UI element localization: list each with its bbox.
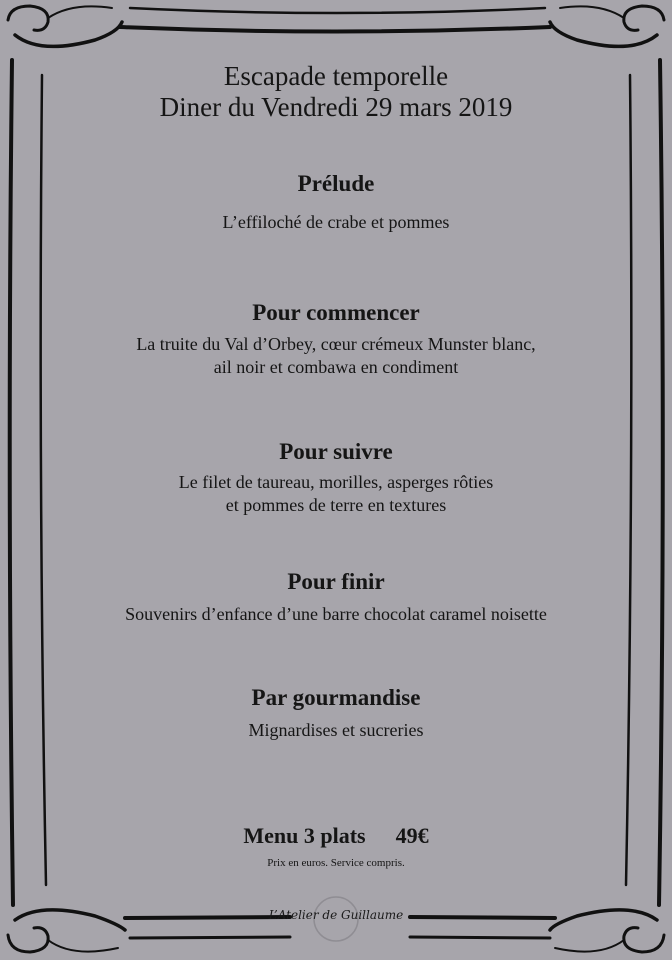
course-dish-main-line1: Le filet de taureau, morilles, asperges rôties — [178, 472, 494, 492]
menu-price-line — [0, 822, 672, 850]
course-dish-prelude: L’effiloché de crabe et pommes — [222, 212, 450, 232]
course-dish-starter-line2: ail noir et combawa en condiment — [213, 357, 459, 377]
menu-title: Escapade temporelle — [223, 61, 449, 91]
price-note: Prix en euros. Service compris. — [267, 857, 405, 869]
menu-label: Menu 3 plats — [243, 823, 366, 848]
course-heading-prelude: Prélude — [297, 171, 375, 196]
course-heading-dessert: Pour finir — [287, 569, 385, 594]
menu-date: Diner du Vendredi 29 mars 2019 — [159, 92, 513, 122]
restaurant-signature: L’Atelier de Guillaume — [268, 908, 404, 922]
course-heading-main: Pour suivre — [279, 439, 393, 464]
course-dish-dessert: Souvenirs d’enfance d’une barre chocolat caramel noisette — [125, 604, 547, 624]
course-dish-starter-line1: La truite du Val d’Orbey, cœur crémeux Munster blanc, — [136, 334, 536, 354]
restaurant-logo — [236, 894, 436, 944]
course-heading-starter: Pour commencer — [252, 300, 420, 325]
course-dish-main-line2: et pommes de terre en textures — [225, 495, 447, 515]
course-dish-treats: Mignardises et sucreries — [248, 720, 424, 740]
course-heading-treats: Par gourmandise — [251, 685, 421, 710]
menu-price: 49€ — [395, 823, 429, 848]
